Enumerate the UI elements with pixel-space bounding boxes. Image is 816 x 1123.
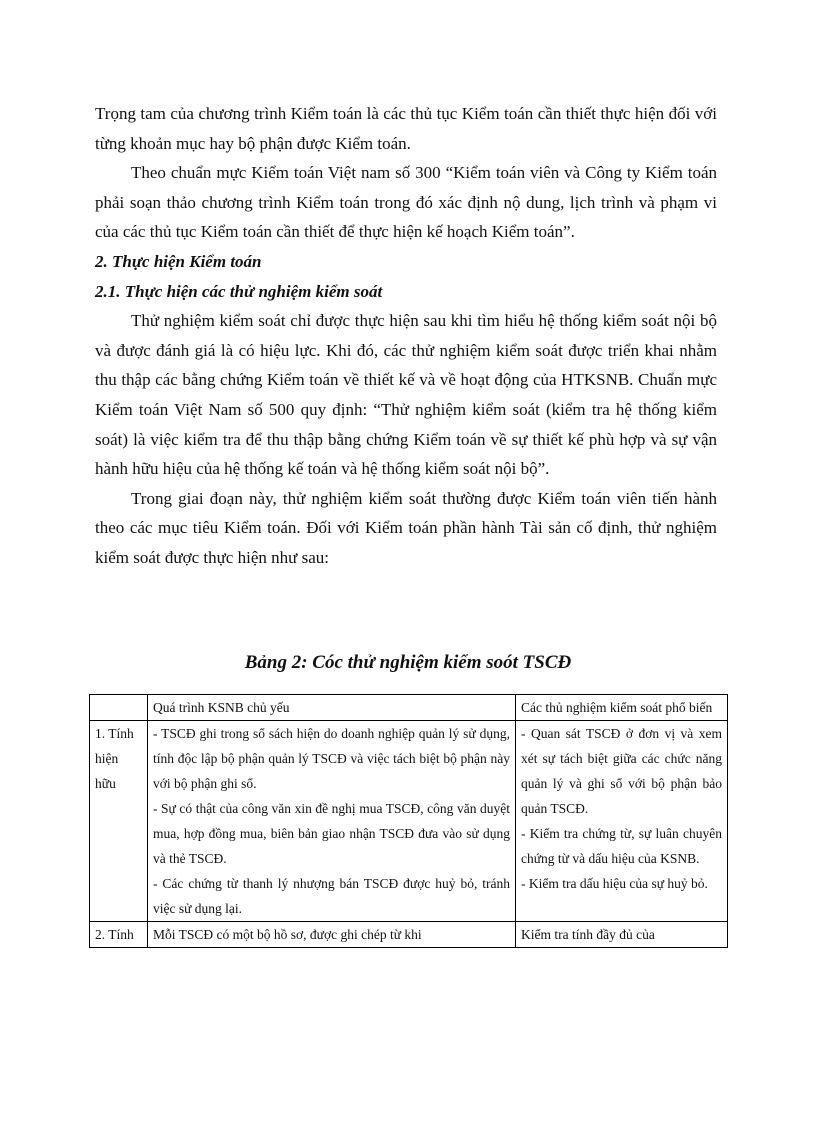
table-title: Bảng 2: Cóc thử nghiệm kiểm soót TSCĐ — [244, 652, 572, 673]
test-item: - Kiểm tra dấu hiệu của sự huỷ bỏ. — [521, 876, 708, 891]
control-tests-table — [89, 694, 728, 948]
ksnb-cell — [148, 922, 516, 948]
ksnb-item: - Các chứng từ thanh lý nhượng bán TSCĐ được huỷ bỏ, tránh việc sử dụng lại. — [153, 876, 510, 916]
header-cell-tests: Các thủ nghiệm kiểm soát phổ biến — [516, 695, 728, 721]
test-item: - Quan sát TSCĐ ở đơn vị và xem xét sự tách biệt giữa các chức năng quản lý và ghi sổ với bộ phận bảo quản TSCĐ. — [521, 726, 722, 816]
ksnb-cell — [148, 721, 516, 922]
test-item: - Kiểm tra chứng từ, sự luân chuyên chứng từ và dấu hiệu của KSNB. — [521, 826, 722, 866]
ksnb-item: Mỗi TSCĐ có một bộ hồ sơ, được ghi chép từ khi — [153, 927, 422, 942]
header-cell-ksnb: Quá trình KSNB chủ yếu — [148, 695, 516, 721]
ksnb-item: - Sự có thật của công văn xin đề nghị mua TSCĐ, công văn duyệt mua, hợp đồng mua, biên bản giao nhận TSCĐ đưa vào sử dụng và thẻ TSCĐ. — [153, 801, 510, 866]
ksnb-item: - TSCĐ ghi trong sổ sách hiện do doanh nghiệp quản lý sử dụng, tính độc lập bộ phận quản lý TSCĐ và việc tách biệt bộ phận này với bộ phận ghi sổ. — [153, 726, 510, 791]
tests-cell — [516, 721, 728, 922]
paragraph-standard-300: Theo chuẩn mực Kiểm toán Việt nam số 300 “Kiểm toán viên và Công ty Kiểm toán phải soạn thảo chương trình Kiểm toán trong đó xác định nộ dung, lịch trình và phạm vi của các thủ tục Kiểm toán cần thiết để thực hiện kế hoạch Kiểm toán”. — [95, 163, 717, 242]
section-heading: 2. Thực hiện Kiểm toán — [95, 251, 262, 271]
table-row — [90, 922, 728, 948]
paragraph-intro: Trọng tam của chương trình Kiểm toán là các thủ tục Kiểm toán cần thiết thực hiện đối với từng khoản mục hay bộ phận được Kiểm toán. — [95, 104, 717, 153]
paragraph-control-tests: Thử nghiệm kiểm soát chỉ được thực hiện sau khi tìm hiểu hệ thống kiểm soát nội bộ và được đánh giá là có hiệu lực. Khi đó, các thử nghiệm kiểm soát được triển khai nhằm thu thập các bằng chứng Kiểm toán về thiết kế và về hoạt động của HTKSNB. Chuẩn mực Kiểm toán Việt Nam số 500 quy định: “Thử nghiệm kiểm soát (kiểm tra hệ thống kiểm soát) là việc kiểm tra để thu thập bằng chứng Kiểm toán về sự thiết kế phù hợp và sự vận hành hữu hiệu của hệ thống kế toán và hệ thống kiểm soát nội bộ”. — [95, 311, 717, 479]
subsection-heading: 2.1. Thực hiện các thử nghiệm kiểm soát — [95, 281, 383, 301]
tests-cell — [516, 922, 728, 948]
row-label: 1. Tính hiện hữu — [90, 721, 148, 922]
body-text — [95, 99, 717, 573]
table-header-row — [90, 695, 728, 721]
row-label: 2. Tính — [90, 922, 148, 948]
paragraph-audit-phase: Trong giai đoạn này, thử nghiệm kiểm soát thường được Kiểm toán viên tiến hành theo các mục tiêu Kiểm toán. Đối với Kiểm toán phần hành Tài sản cố định, thử nghiệm kiểm soát được thực hiện như sau: — [95, 488, 717, 567]
header-cell-empty — [90, 695, 148, 721]
table-row — [90, 721, 728, 922]
test-item: Kiểm tra tính đầy đủ của — [521, 927, 655, 942]
